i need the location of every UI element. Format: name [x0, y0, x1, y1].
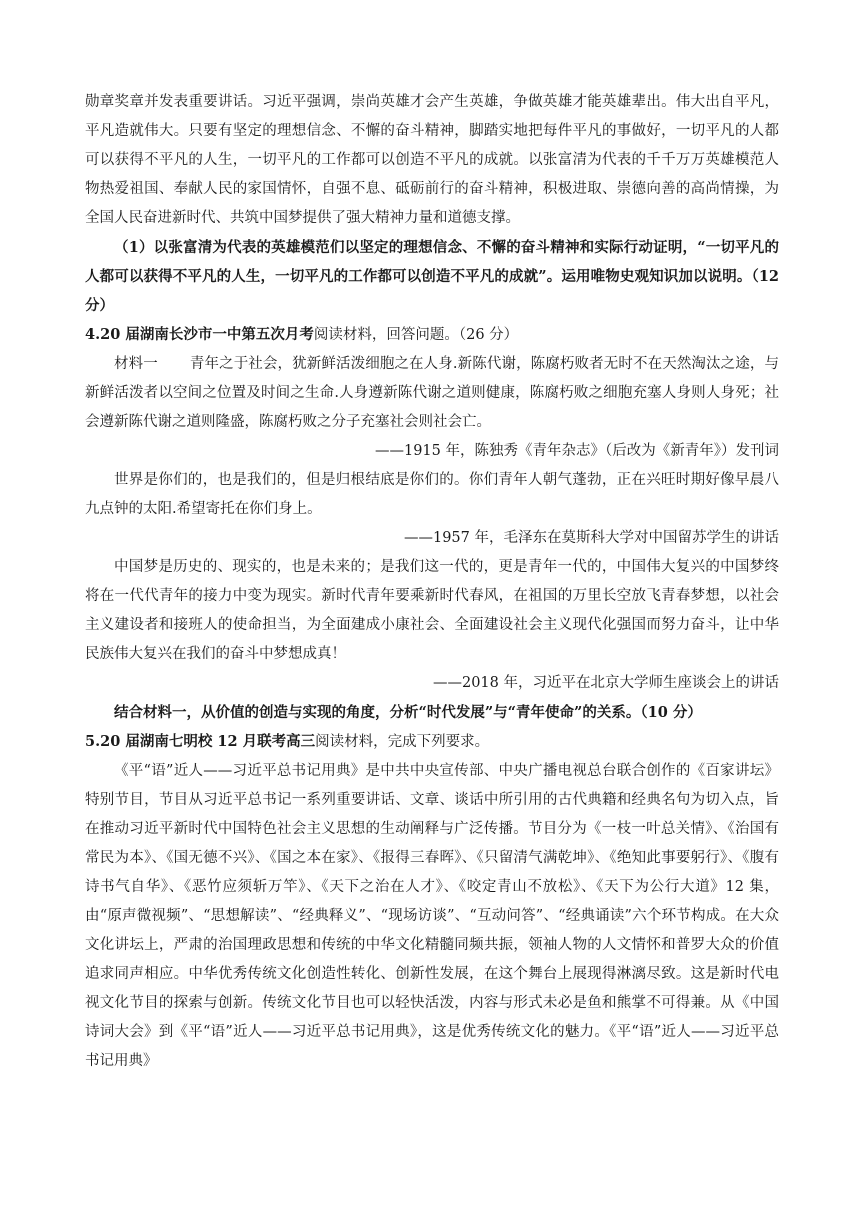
material-3-source: ——2018 年，习近平在北京大学师生座谈会上的讲话: [432, 675, 779, 691]
question-4-number: 4.: [85, 326, 101, 343]
question-5-source: 20 届湖南七明校 12 月联考高三: [100, 733, 316, 750]
intro-paragraph: 勋章奖章并发表重要讲话。习近平强调，崇尚英雄才会产生英雄，争做英雄才能英雄辈出。伟大出自平凡，平凡造就伟大。只要有坚定的理想信念、不懈的奋斗精神，脚踏实地把每件平凡的事做好，一切平凡的人都可以获得不平凡的人生，一切平凡的工作都可以创造不平凡的成就。以张富清为代表的千千万万英雄模范人物热爱祖国、奉献人民的家国情怀，自强不息、砥砺前行的奋斗精神，积极进取、崇德向善的高尚情操，为全国人民奋进新时代、共筑中国梦提供了强大精神力量和道德支撑。: [85, 94, 779, 226]
material-1-source: ——1915 年，陈独秀《青年杂志》（后改为《新青年》）发刊词: [374, 443, 779, 459]
question-5-heading: [85, 727, 779, 757]
question-4-source: 20 届湖南长沙市一中第五次月考: [100, 326, 314, 343]
question-5-number: 5.: [85, 733, 101, 750]
question-3-sub-1: （1）以张富清为代表的英雄模范们以坚定的理想信念、不懈的奋斗精神和实际行动证明，“一切平凡的人都可以获得不平凡的人生，一切平凡的工作都可以创造不平凡的成就”。运用唯物史观知识加以说明。（12 分）: [85, 239, 779, 314]
document-body: [85, 88, 779, 1076]
material-1-text: 青年之于社会，犹新鲜活泼细胞之在人身.新陈代谢，陈腐朽败者无时不在天然淘汰之途，与新鲜活泼者以空间之位置及时间之生命.人身遵新陈代谢之道则健康，陈腐朽败之细胞充塞人身则人身死；社会遵新陈代谢之道则隆盛，陈腐朽败之分子充塞社会则社会亡。: [85, 356, 779, 430]
question-4-instruction: 阅读材料，回答问题。（26 分）: [313, 327, 519, 343]
material-1-label: 材料一: [114, 356, 158, 372]
question-4-heading: [85, 320, 779, 350]
material-2-text: 世界是你们的，也是我们的，但是归根结底是你们的。你们青年人朝气蓬勃，正在兴旺时期好像早晨八九点钟的太阳.希望寄托在你们身上。: [85, 472, 779, 517]
material-3-text: 中国梦是历史的、现实的，也是未来的；是我们这一代的，更是青年一代的，中国伟大复兴的中国梦终将在一代代青年的接力中变为现实。新时代青年要乘新时代春风，在祖国的万里长空放飞青春梦想，以社会主义建设者和接班人的使命担当，为全面建成小康社会、全面建设社会主义现代化强国而努力奋斗，让中华民族伟大复兴在我们的奋斗中梦想成真！: [85, 559, 779, 662]
material-2-source: ——1957 年，毛泽东在莫斯科大学对中国留苏学生的讲话: [403, 530, 779, 546]
material-1: [85, 350, 779, 437]
question-4-prompt: 结合材料一，从价值的创造与实现的角度，分析“时代发展”与“青年使命”的关系。（10 分）: [114, 704, 702, 721]
question-5-instruction: 阅读材料，完成下列要求。: [315, 734, 490, 750]
question-5-material: 《平“语”近人——习近平总书记用典》是中共中央宣传部、中央广播电视总台联合创作的《百家讲坛》特别节目，节目从习近平总书记一系列重要讲话、文章、谈话中所引用的古代典籍和经典名句为切入点，旨在推动习近平新时代中国特色社会主义思想的生动阐释与广泛传播。节目分为《一枝一叶总关情》、《治国有常民为本》、《国无德不兴》、《国之本在家》、《报得三春晖》、《只留清气满乾坤》、《绝知此事要躬行》、《腹有诗书气自华》、《恶竹应须斩万竿》、《天下之治在人才》、《咬定青山不放松》、《天下为公行大道》12 集，由“原声微视频”、“思想解读”、“经典释义”、“现场访谈”、“互动问答”、“经典诵读”六个环节构成。在大众文化讲坛上，严肃的治国理政思想和传统的中华文化精髓同频共振，领袖人物的人文情怀和普罗大众的价值追求同声相应。中华优秀传统文化创造性转化、创新性发展，在这个舞台上展现得淋漓尽致。这是新时代电视文化节目的探索与创新。传统文化节目也可以轻快活泼，内容与形式未必是鱼和熊掌不可得兼。从《中国诗词大会》到《平“语”近人——习近平总书记用典》，这是优秀传统文化的魅力。《平“语”近人——习近平总书记用典》: [85, 763, 779, 1069]
